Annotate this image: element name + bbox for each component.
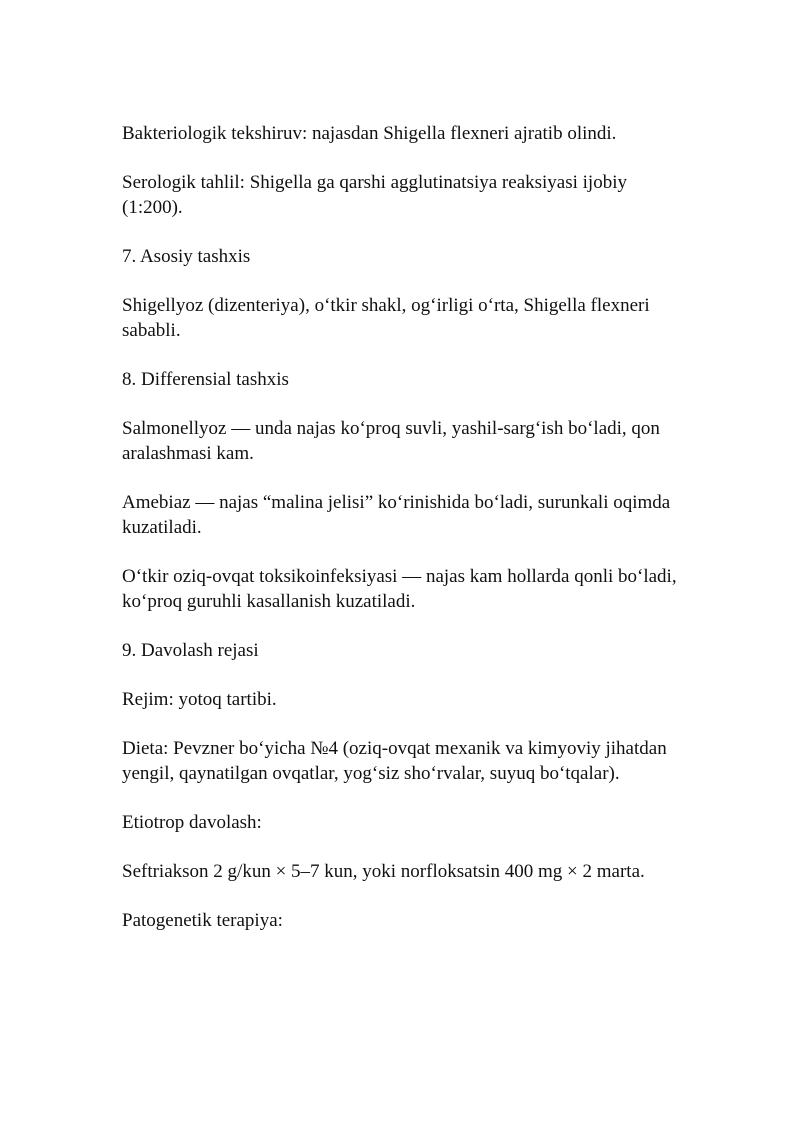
- section-heading-differential-diagnosis: 8. Differensial tashxis: [122, 369, 289, 390]
- section-heading-main-diagnosis: 7. Asosiy tashxis: [122, 246, 251, 267]
- document-body: [122, 121, 692, 957]
- pathogenetic-therapy-label: Patogenetik terapiya:: [122, 910, 283, 931]
- etiotropic-treatment-label: Etiotrop davolash:: [122, 812, 262, 833]
- section-heading-treatment-plan: 9. Davolash rejasi: [122, 640, 259, 661]
- serology-paragraph: Serologik tahlil: Shigella ga qarshi agglutinatsiya reaksiyasi ijobiy (1:200).: [122, 172, 627, 218]
- differential-amoebiasis-paragraph: Amebiaz — najas “malina jelisi” ko‘rinishida bo‘ladi, surunkali oqimda kuzatiladi.: [122, 492, 671, 538]
- bacteriology-paragraph: Bakteriologik tekshiruv: najasdan Shigella flexneri ajratib olindi.: [122, 123, 617, 144]
- antibiotic-dosage-paragraph: Seftriakson 2 g/kun × 5–7 kun, yoki norfloksatsin 400 mg × 2 marta.: [122, 861, 645, 882]
- diet-paragraph: Dieta: Pevzner bo‘yicha №4 (oziq-ovqat mexanik va kimyoviy jihatdan yengil, qaynatilgan ovqatlar, yog‘siz sho‘rvalar, suyuq bo‘tqalar).: [122, 738, 667, 784]
- main-diagnosis-paragraph: Shigellyoz (dizenteriya), o‘tkir shakl, og‘irligi o‘rta, Shigella flexneri sababli.: [122, 295, 650, 341]
- differential-food-toxicoinfection-paragraph: O‘tkir oziq-ovqat toksikoinfeksiyasi — najas kam hollarda qonli bo‘ladi, ko‘proq guruhli kasallanish kuzatiladi.: [122, 566, 677, 612]
- differential-salmonellosis-paragraph: Salmonellyoz — unda najas ko‘proq suvli, yashil-sarg‘ish bo‘ladi, qon aralashmasi kam.: [122, 418, 660, 464]
- regimen-paragraph: Rejim: yotoq tartibi.: [122, 689, 277, 710]
